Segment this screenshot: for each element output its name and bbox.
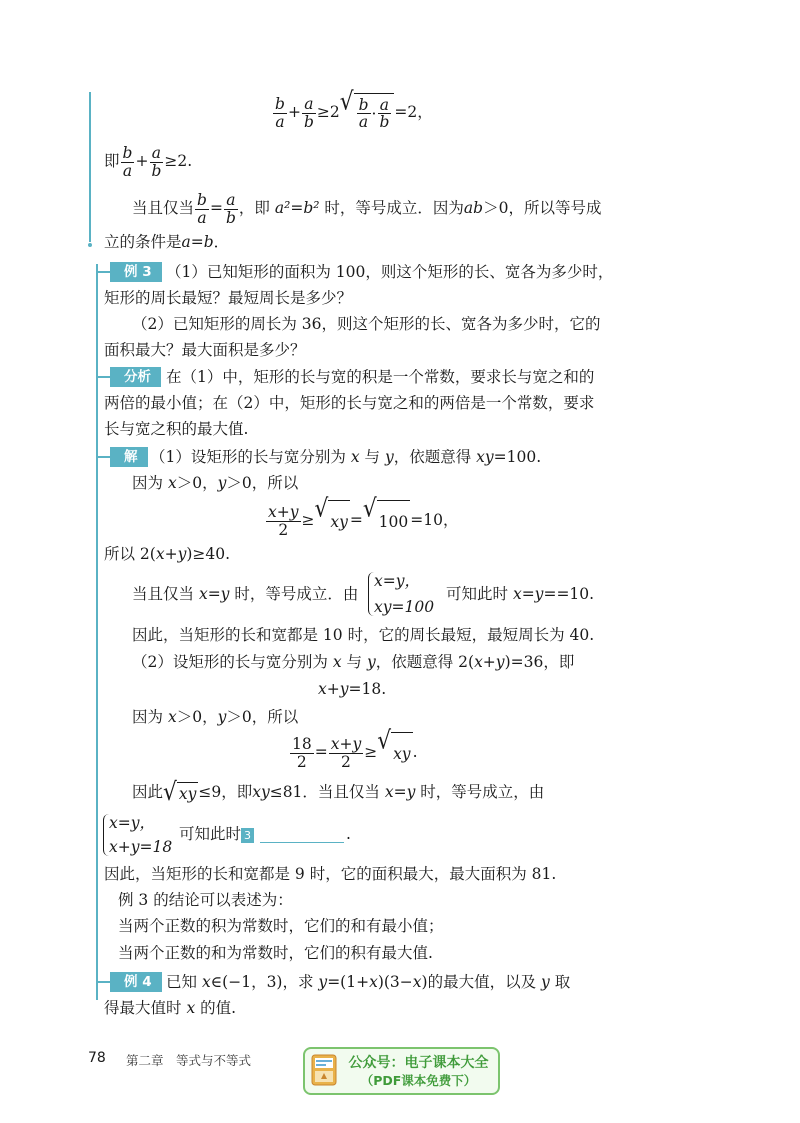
- solution-line-5: 因此，当矩形的长和宽都是 10 时，它的周长最短，最短周长为 40.: [132, 626, 595, 644]
- solution-line-3: 所以 2(x+y)≥40.: [104, 545, 231, 563]
- margin-bar-dot: [88, 243, 92, 247]
- analysis-tag: 分析: [110, 367, 161, 387]
- chapter-title: 第二章 等式与不等式: [126, 1053, 252, 1068]
- example-4-line-1: 已知 x∈(−1，3)，求 y=(1+x)(3−x)的最大值，以及 y 取: [166, 973, 571, 991]
- solution-line-9: 因此 √ xy ≤9，即xy≤81．当且仅当 x=y 时，等号成立，由: [132, 777, 545, 807]
- solution-line-6: （2）设矩形的长与宽分别为 x 与 y，依题意得 2(x+y)=36，即: [132, 653, 575, 671]
- example-4-line-2: 得最大值时 x 的值.: [104, 999, 237, 1017]
- system-1-eq1: x=y，: [374, 572, 420, 590]
- margin-bar-main: [96, 264, 98, 1000]
- formula-sum-bound: $\frac{x+y}{2}$ ≥ √ xy = √ 100 =10，: [265, 499, 458, 543]
- stamp-line-2: （PDF课本免费下）: [360, 1073, 477, 1088]
- solution-line-7: x+y=18.: [318, 680, 387, 698]
- formula-conclusion: 即 $\frac{b}{a}$ + $\frac{a}{b}$ ≥2.: [104, 144, 193, 180]
- solution-line-4: 当且仅当 x=y 时，等号成立．由: [132, 585, 359, 603]
- page-number: 78: [88, 1050, 106, 1066]
- solution-line-11: 因此，当矩形的长和宽都是 9 时，它的面积最大，最大面积为 81.: [104, 865, 557, 883]
- analysis-line-3: 长与宽之积的最大值.: [104, 420, 249, 438]
- blank-period: .: [346, 825, 351, 843]
- example-3-tag: 例 3: [110, 262, 162, 282]
- stamp-line-1: 公众号：电子课本大全: [348, 1055, 489, 1071]
- watermark-stamp: [303, 1047, 500, 1095]
- solution-line-14: 当两个正数的和为常数时，它们的积有最大值.: [118, 944, 433, 962]
- solution-line-1: （1）设矩形的长与宽分别为 x 与 y，依题意得 xy=100.: [150, 448, 542, 466]
- example-3-q2b: 面积最大？最大面积是多少？: [104, 341, 306, 359]
- equality-condition-line2: 立的条件是a=b．: [104, 233, 230, 251]
- solution-line-12: 例 3 的结论可以表述为：: [118, 891, 293, 909]
- book-icon: [311, 1054, 337, 1086]
- solution-line-2: 因为 x＞0，y＞0，所以: [132, 474, 299, 492]
- example-3-q2a: （2）已知矩形的周长为 36，则这个矩形的长、宽各为多少时，它的: [132, 315, 601, 333]
- example-4-tag: 例 4: [110, 972, 162, 992]
- system-1-eq2: xy=100: [374, 598, 435, 616]
- example-3-q1a: （1）已知矩形的面积为 100，则这个矩形的长、宽各为多少时，: [166, 263, 614, 281]
- equality-condition-line: 当且仅当 $\frac{b}{a}$ = $\frac{a}{b}$ ，即 a²=b² 时，等号成立．因为ab＞0，所以等号成: [132, 191, 602, 227]
- solution-line-8: 因为 x＞0，y＞0，所以: [132, 708, 299, 726]
- margin-bar-top: [89, 92, 91, 242]
- analysis-line-2: 两倍的最小值；在（2）中，矩形的长与宽之和的两倍是一个常数，要求: [104, 394, 595, 412]
- system-2-eq2: x+y=18: [109, 838, 173, 856]
- solution-line-13: 当两个正数的积为常数时，它们的和有最小值；: [118, 917, 444, 935]
- analysis-line-1: 在（1）中，矩形的长与宽的积是一个常数，要求长与宽之和的: [166, 368, 595, 386]
- solution-tag: 解: [110, 447, 148, 467]
- formula-am-gm: $\frac{b}{a}$ + $\frac{a}{b}$ ≥2 √ $\frac{b}{a}$ · $\frac{a}{b}$ =2，: [272, 92, 433, 134]
- example-3-q1b: 矩形的周长最短？最短周长是多少？: [104, 289, 353, 307]
- formula-product-bound: $\frac{18}{2}$ = $\frac{x+y}{2}$ ≥ √ xy .: [289, 731, 418, 775]
- blank-number-badge: 3: [241, 828, 254, 843]
- fill-in-blank[interactable]: [260, 842, 344, 843]
- system-2-eq1: x=y，: [109, 814, 155, 832]
- solution-line-4-end: 可知此时 x=y==10.: [446, 585, 595, 603]
- solution-line-10: 可知此时 3: [179, 823, 254, 845]
